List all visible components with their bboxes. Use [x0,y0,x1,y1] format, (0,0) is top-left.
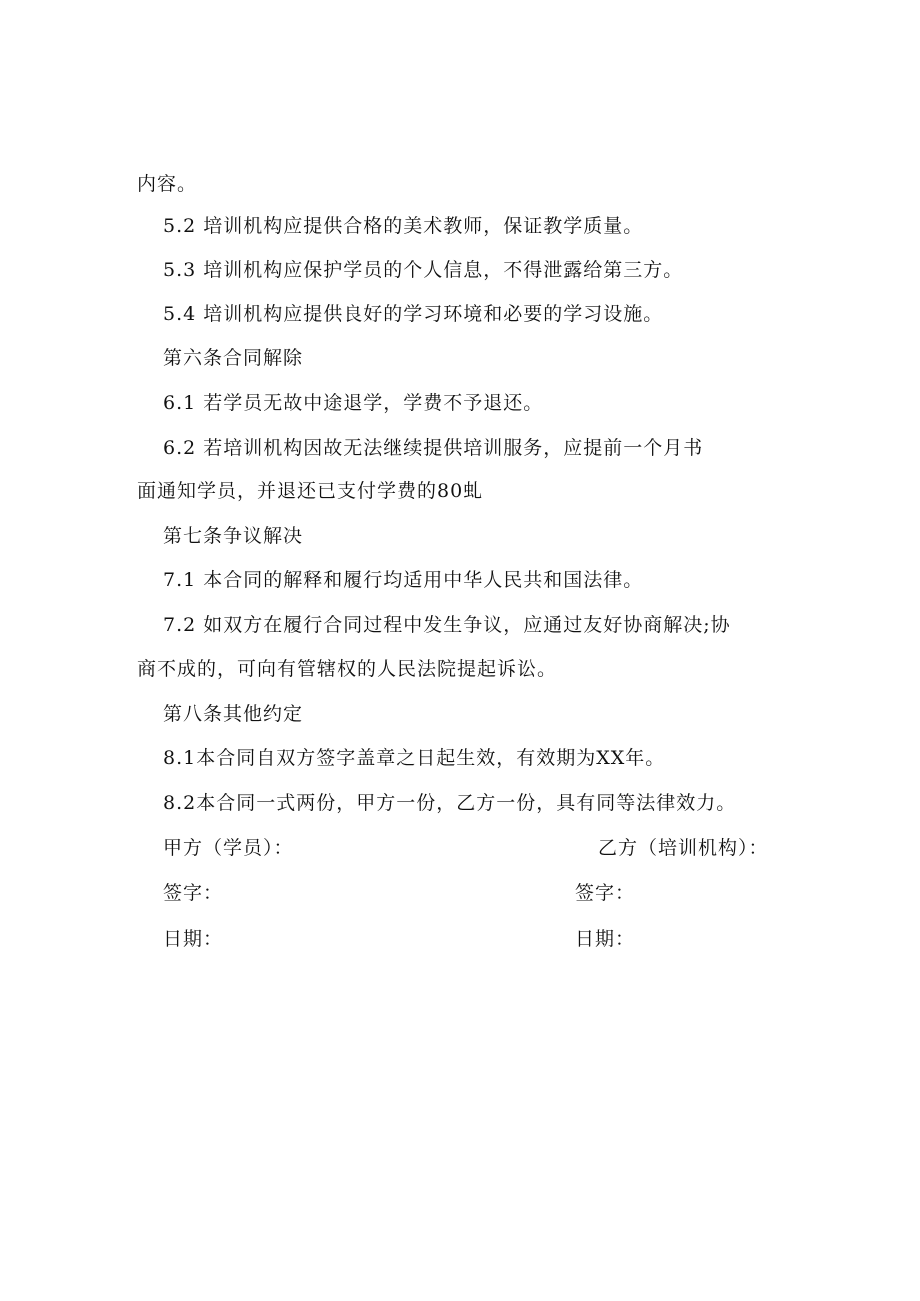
clause-5-2: 5.2 培训机构应提供合格的美术教师，保证教学质量。 [163,215,644,237]
article-7-heading: 第七条争议解决 [163,525,304,547]
article-8-heading: 第八条其他约定 [163,703,304,725]
clause-6-2-continued: 面通知学员，并退还已支付学费的80虬 [137,480,484,502]
clause-8-1: 8.1本合同自双方签字盖章之日起生效，有效期为XX年。 [163,747,666,769]
clause-7-2: 7.2 如双方在履行合同过程中发生争议，应通过友好协商解决;协 [163,614,731,636]
article-6-heading: 第六条合同解除 [163,347,304,369]
clause-7-2-continued: 商不成的，可向有管辖权的人民法院提起诉讼。 [137,658,558,680]
clause-6-1: 6.1 若学员无故中途退学，学费不予退还。 [163,392,544,414]
clause-6-2: 6.2 若培训机构因故无法继续提供培训服务，应提前一个月书 [163,437,704,459]
party-b-date-label: 日期： [575,928,636,950]
clause-7-1: 7.1 本合同的解释和履行均适用中华人民共和国法律。 [163,569,644,591]
party-b-signature-label: 签字： [575,882,636,904]
party-a-date-label: 日期： [163,928,224,950]
clause-5-4: 5.4 培训机构应提供良好的学习环境和必要的学习设施。 [163,303,664,325]
party-a-signature-label: 签字： [163,882,224,904]
text-line: 内容。 [137,173,198,195]
party-b-label: 乙方（培训机构）： [598,837,769,859]
clause-5-3: 5.3 培训机构应保护学员的个人信息，不得泄露给第三方。 [163,259,684,281]
party-a-label: 甲方（学员）： [163,837,294,859]
clause-8-2: 8.2本合同一式两份，甲方一份，乙方一份，具有同等法律效力。 [163,792,737,814]
